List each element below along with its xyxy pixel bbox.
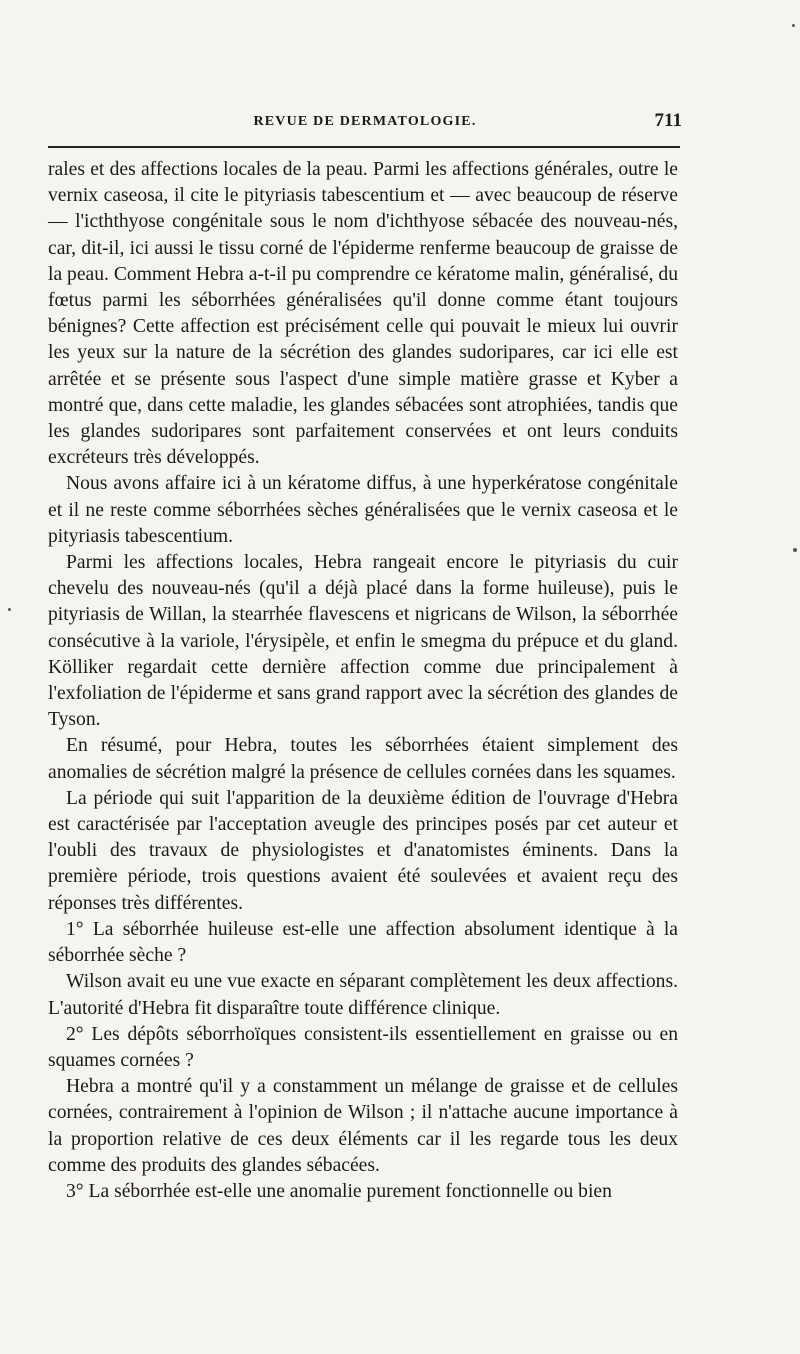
paragraph: Parmi les affections locales, Hebra rangeait encore le pityriasis du cuir chevelu des nouveau-nés (qu'il a déjà placé dans la forme huileuse), puis le pityriasis de Willan, la stearrhée flavescens et nigricans de Wilson, la séborrhée consécutive à la variole, l'érysipèle, et enfin le smegma du prépuce et du gland. Kölliker regardait cette dernière affection comme due principalement à l'exfoliation de l'épiderme et sans grand rapport avec la sécrétion des glandes de Tyson. bbox=[48, 552, 678, 731]
paragraph: 1° La séborrhée huileuse est-elle une affection absolument identique à la séborrhée sèche ? bbox=[48, 918, 678, 967]
paragraph: La période qui suit l'apparition de la deuxième édition de l'ouvrage d'Hebra est caractérisée par l'acceptation aveugle des principes posés par cet auteur et l'oubli des travaux de physiologistes et d'anatomistes éminents. Dans la première période, trois questions avaient été soulevées et avaient reçu des réponses très différentes. bbox=[48, 787, 678, 914]
paragraph: Wilson avait eu une vue exacte en séparant complètement les deux affections. L'autorité d'Hebra fit disparaître toute différence clinique. bbox=[48, 971, 678, 1019]
paper-speck bbox=[8, 608, 11, 611]
page-header bbox=[48, 110, 682, 134]
paragraph: 3° La séborrhée est-elle une anomalie purement fonctionnelle ou bien bbox=[66, 1180, 612, 1202]
paragraph: En résumé, pour Hebra, toutes les séborrhées étaient simplement des anomalies de sécrétion malgré la présence de cellules cornées dans les squames. bbox=[48, 735, 678, 783]
paragraph: Hebra a montré qu'il y a constamment un mélange de graisse et de cellules cornées, contrairement à l'opinion de Wilson ; il n'attache aucune importance à la proportion relative de ces deux éléments car il les regarde tous les deux comme des produits des glandes sébacées. bbox=[48, 1076, 678, 1176]
paper-speck bbox=[792, 24, 795, 27]
paper-speck bbox=[793, 548, 797, 552]
header-rule bbox=[48, 146, 680, 148]
paragraph: rales et des affections locales de la peau. Parmi les affections générales, outre le vernix caseosa, il cite le pityriasis tabescentium et — avec beaucoup de réserve — l'icththyose congénitale sous le nom d'ichthyose sébacée des nouveau-nés, car, dit-il, ici aussi le tissu corné de l'épiderme renferme beaucoup de graisse de la peau. Comment Hebra a-t-il pu comprendre ce kératome malin, généralisé, du fœtus parmi les séborrhées généralisées qu'il donne comme étant toujours bénignes? Cette affection est précisément celle qui pouvait le mieux lui ouvrir les yeux sur la nature de la sécrétion des glandes sudoripares, car ici elle est arrêtée et se présente sous l'aspect d'une simple matière grasse et Kyber a montré que, dans cette maladie, les glandes sébacées sont atrophiées, tandis que les glandes sudoripares sont parfaitement conservées et ont leurs conduits excréteurs très développés. bbox=[48, 159, 679, 469]
running-title: REVUE DE DERMATOLOGIE. bbox=[253, 114, 477, 129]
paragraph: Nous avons affaire ici à un kératome diffus, à une hyperkératose congénitale et il ne reste comme séborrhées sèches généralisées que le vernix caseosa et le pityriasis tabescentium. bbox=[48, 473, 678, 547]
paragraph: 2° Les dépôts séborrhoïques consistent-ils essentiellement en graisse ou en squames cornées ? bbox=[48, 1023, 678, 1071]
page-number: 711 bbox=[654, 110, 682, 131]
body-text bbox=[48, 157, 678, 1205]
